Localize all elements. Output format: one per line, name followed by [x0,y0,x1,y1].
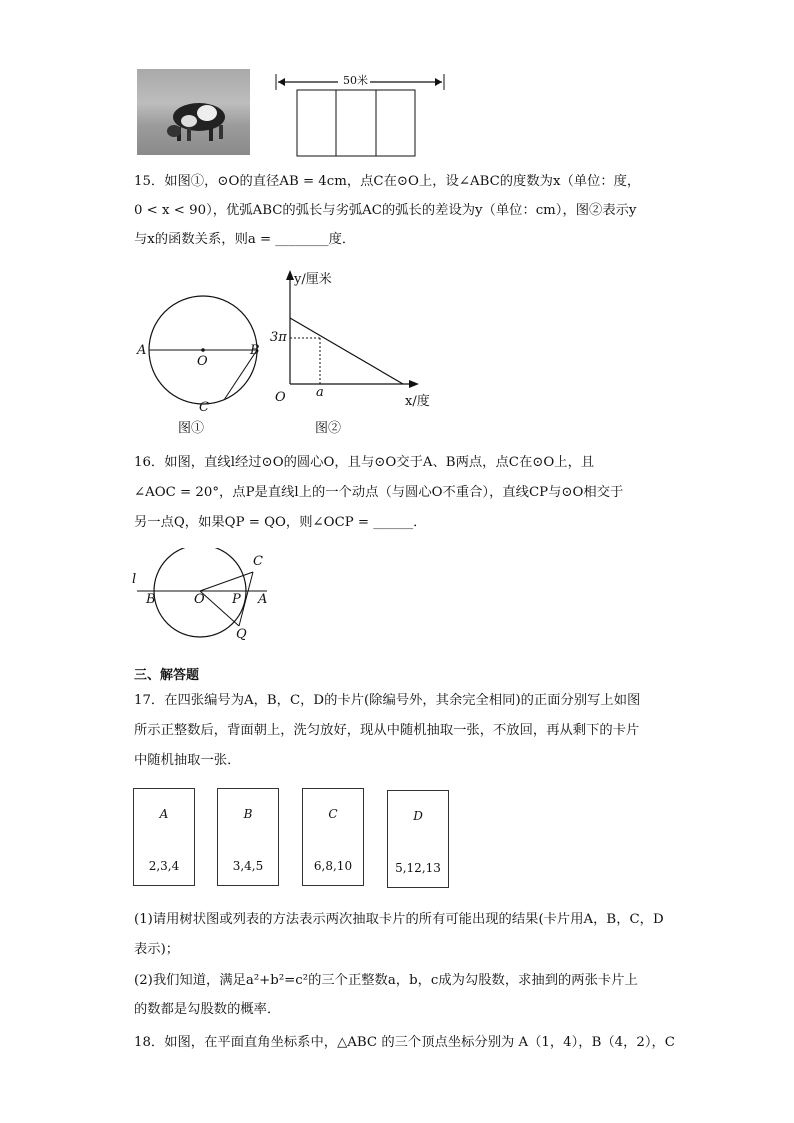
card-b [217,788,279,886]
card-c [302,788,364,886]
q17-sub2-line1: (2)我们知道，满足a²+b²=c²的三个正整数a，b，c成为勾股数，求抽到的两张卡片上 [134,973,638,988]
card-letter: B [243,807,253,821]
point-C-label: C [253,554,263,569]
point-B-label: B [146,592,156,607]
q16-line1: 16．如图，直线l经过⊙O的圆心O，且与⊙O交于A、B两点，点C在⊙O上，且 [134,455,595,470]
point-O-label: O [194,592,205,607]
q15-figure-2 [270,268,430,398]
cow-photo [137,69,250,155]
x-axis-label: x/度 [405,394,430,409]
figure-2-caption: 图② [315,421,342,436]
card-letter: D [413,809,423,823]
point-O-label: O [197,354,208,369]
q15-line3: 与x的函数关系，则a = ________度． [134,232,356,247]
point-C-label: C [199,400,209,415]
x-tick-label: a [316,385,324,400]
card-letter: A [159,807,169,821]
y-axis-label: y/厘米 [294,272,332,287]
point-B-label: B [250,343,260,358]
q17-line3: 中随机抽取一张． [134,753,241,768]
line-l-label: l [132,572,137,587]
point-A-label: A [258,592,268,607]
q16-line2: ∠AOC = 20°，点P是直线l上的一个动点（与圆心O不重合），直线CP与⊙O相交于 [134,485,624,500]
origin-label: O [275,390,286,405]
field-width-label: 50米 [343,74,368,87]
q17-line2: 所示正整数后，背面朝上，洗匀放好，现从中随机抽取一张，不放回，再从剩下的卡片 [134,723,640,738]
point-A-label: A [137,343,147,358]
q17-sub1-line2: 表示)； [134,942,180,957]
card-numbers: 5,12,13 [395,861,441,875]
q17-line1: 17．在四张编号为A，B，C，D的卡片(除编号外，其余完全相同)的正面分别写上如图 [134,693,641,708]
q15-line1: 15．如图①，⊙O的直径AB = 4cm，点C在⊙O上，设∠ABC的度数为x（单位：度， [134,174,641,189]
figure-1-caption: 图① [178,421,205,436]
q15-line2: 0 < x < 90），优弧ABC的弧长与劣弧AC的弧长的差设为y（单位：cm），图②表示y [134,203,637,218]
card-numbers: 2,3,4 [148,859,180,873]
section-title: 三、解答题 [134,668,200,683]
point-P-label: P [232,592,241,607]
q17-sub2-line2: 的数都是勾股数的概率． [134,1002,281,1017]
card-numbers: 3,4,5 [232,859,264,873]
card-a [133,788,195,886]
q16-line3: 另一点Q，如果QP = QO，则∠OCP = ______． [134,515,427,530]
card-numbers: 6,8,10 [313,859,353,873]
card-letter: C [328,807,338,821]
card-d [387,790,449,888]
q17-sub1-line1: (1)请用树状图或列表的方法表示两次抽取卡片的所有可能出现的结果(卡片用A，B，C，D [134,912,664,927]
y-tick-label: 3π [270,330,287,345]
point-Q-label: Q [236,627,247,642]
cow-icon [137,69,250,155]
q18-line1: 18．如图，在平面直角坐标系中，△ABC 的三个顶点坐标分别为 A（1，4），B（4，2），C [134,1035,675,1050]
